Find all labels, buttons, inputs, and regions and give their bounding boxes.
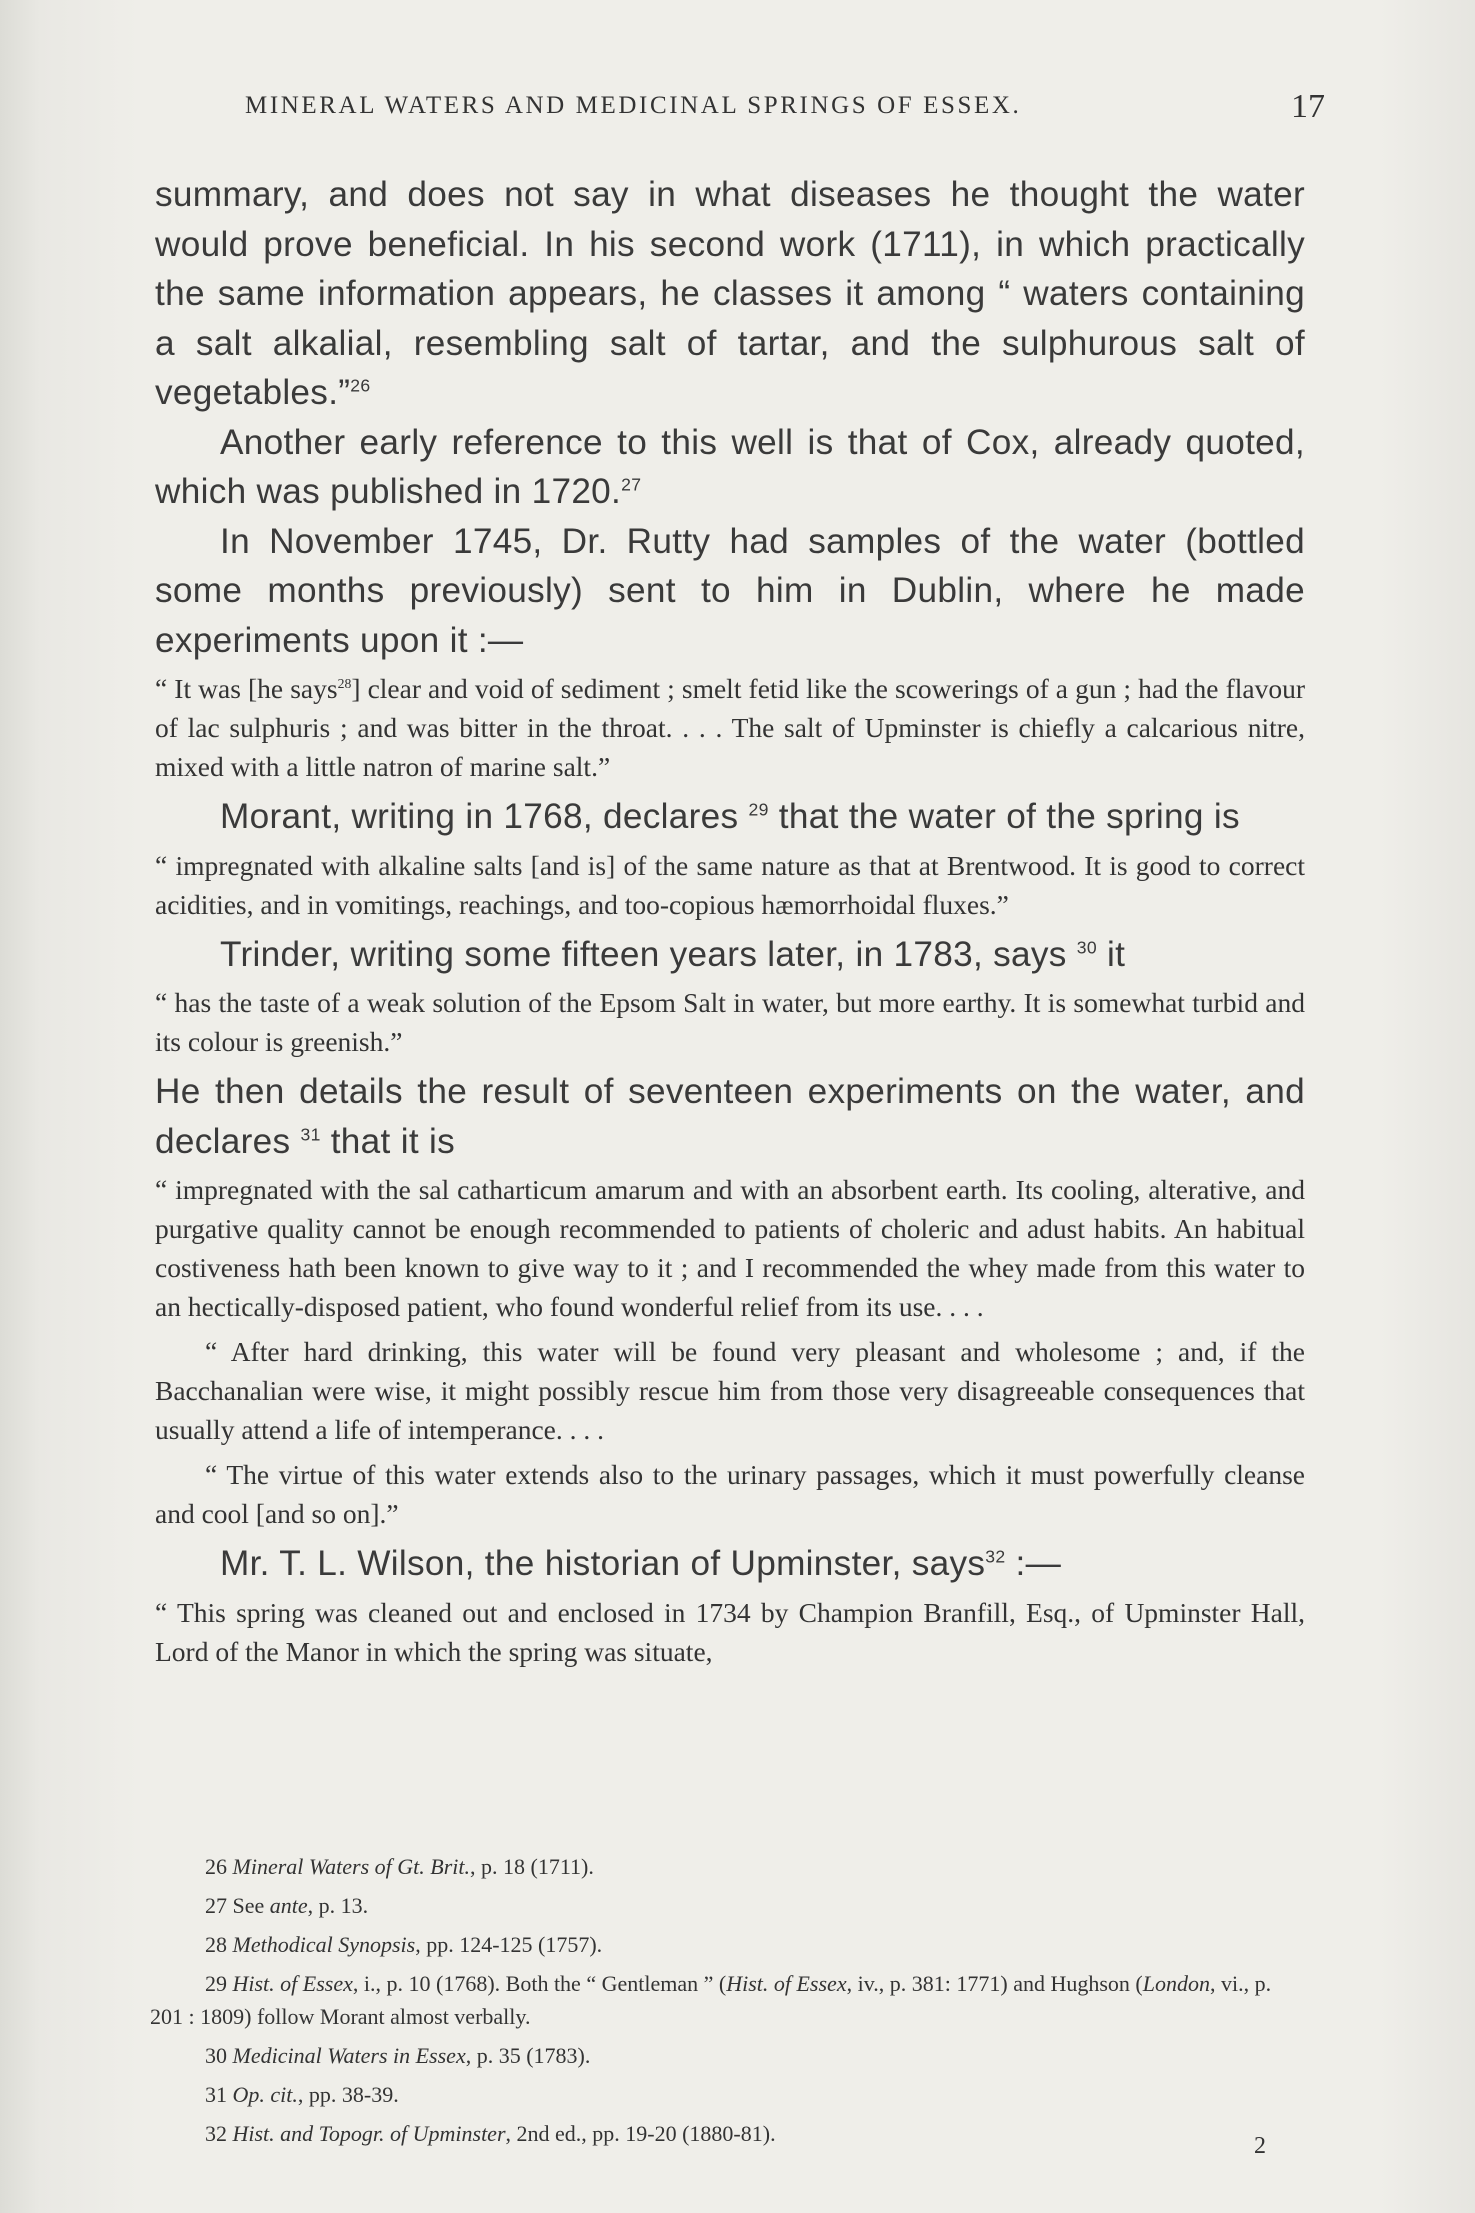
footnote: 32 Hist. and Topogr. of Upminster, 2nd ed., pp. 19-20 (1880-81). bbox=[205, 2121, 776, 2146]
block-quote: “ This spring was cleaned out and enclosed in 1734 by Champion Branfill, Esq., of Upminster Hall, Lord of the Manor in which the spring was situate, bbox=[155, 1596, 1305, 1667]
running-title: MINERAL WATERS AND MEDICINAL SPRINGS OF ESSEX. bbox=[245, 92, 1022, 119]
paragraph: Another early reference to this well is that of Cox, already quoted, which was published in 1720.27 bbox=[155, 422, 1305, 511]
block-quote: “ After hard drinking, this water will be found very pleasant and wholesome ; and, if the Bacchanalian were wise, it might possibly rescue him from those very disagreeable consequences that usually attend a life of intemperance. . . . bbox=[155, 1336, 1305, 1445]
body-text bbox=[155, 170, 1305, 1677]
footnote: 28 Methodical Synopsis, pp. 124-125 (1757). bbox=[205, 1932, 603, 1957]
footnote: 26 Mineral Waters of Gt. Brit., p. 18 (1711). bbox=[205, 1854, 594, 1879]
paragraph: Trinder, writing some fifteen years later, in 1783, says $^{30}$ it bbox=[220, 934, 1126, 974]
paragraph: Mr. T. L. Wilson, the historian of Upminster, says$^{32}$ :— bbox=[220, 1544, 1062, 1583]
paragraph: In November 1745, Dr. Rutty had samples of the water (bottled some months previously) sent to him in Dublin, where he made experiments upon it :— bbox=[155, 521, 1305, 660]
footnote: 27 See ante, p. 13. bbox=[205, 1893, 369, 1918]
running-header bbox=[245, 88, 1325, 128]
page-number: 17 bbox=[1291, 88, 1325, 125]
footnote: 30 Medicinal Waters in Essex, p. 35 (1783). bbox=[205, 2043, 591, 2068]
paragraph: summary, and does not say in what diseases he thought the water would prove beneficial. In his second work (1711), in which practically the same information appears, he classes it among “ waters containing a salt alkalial, resembling salt of tartar, and the sulphurous salt of vegetables.”$^{26}$ bbox=[155, 175, 1305, 412]
footnotes bbox=[150, 1850, 1300, 2156]
block-quote: “ impregnated with alkaline salts [and is] of the same nature as that at Brentwood. It is good to correct acidities, and in vomitings, reachings, and too-copious hæmorrhoidal fluxes.” bbox=[155, 849, 1305, 920]
footnote: 29 Hist. of Essex, i., p. 10 (1768). Both the “ Gentleman ” (Hist. of Essex, iv., p. 381: 1771) and Hughson (London, vi., p. 201 : 1809) follow Morant almost verbally. bbox=[150, 1971, 1272, 2029]
block-quote: “ has the taste of a weak solution of the Epsom Salt in water, but more earthy. It is somewhat turbid and its colour is greenish.” bbox=[155, 987, 1305, 1057]
block-quote: “ The virtue of this water extends also to the urinary passages, which it must powerfully cleanse and cool [and so on].” bbox=[155, 1459, 1305, 1529]
footnote: 31 Op. cit., pp. 38-39. bbox=[205, 2082, 399, 2107]
signature-mark: 2 bbox=[1254, 2133, 1266, 2159]
paragraph: He then details the result of seventeen experiments on the water, and declares $^{31}$ that it is bbox=[155, 1072, 1305, 1161]
block-quote: “ It was [he says$^{28}$] clear and void of sediment ; smelt fetid like the scowerings of a gun ; had the flavour of lac sulphuris ; and was bitter in the throat. . . . The salt of Upminster is chiefly a calcarious nitre, mixed with a little natron of marine salt.” bbox=[155, 673, 1306, 782]
paragraph: Morant, writing in 1768, declares $^{29}$ that the water of the spring is bbox=[220, 797, 1240, 836]
block-quote: “ impregnated with the sal catharticum amarum and with an absorbent earth. Its cooling, alterative, and purgative quality cannot be enough recommended to patients of choleric and adust habits. An habitual costiveness hath been known to give way to it ; and I recommended the whey made from this water to an hectically-disposed patient, who found wonderful relief from its use. . . . bbox=[155, 1174, 1305, 1322]
